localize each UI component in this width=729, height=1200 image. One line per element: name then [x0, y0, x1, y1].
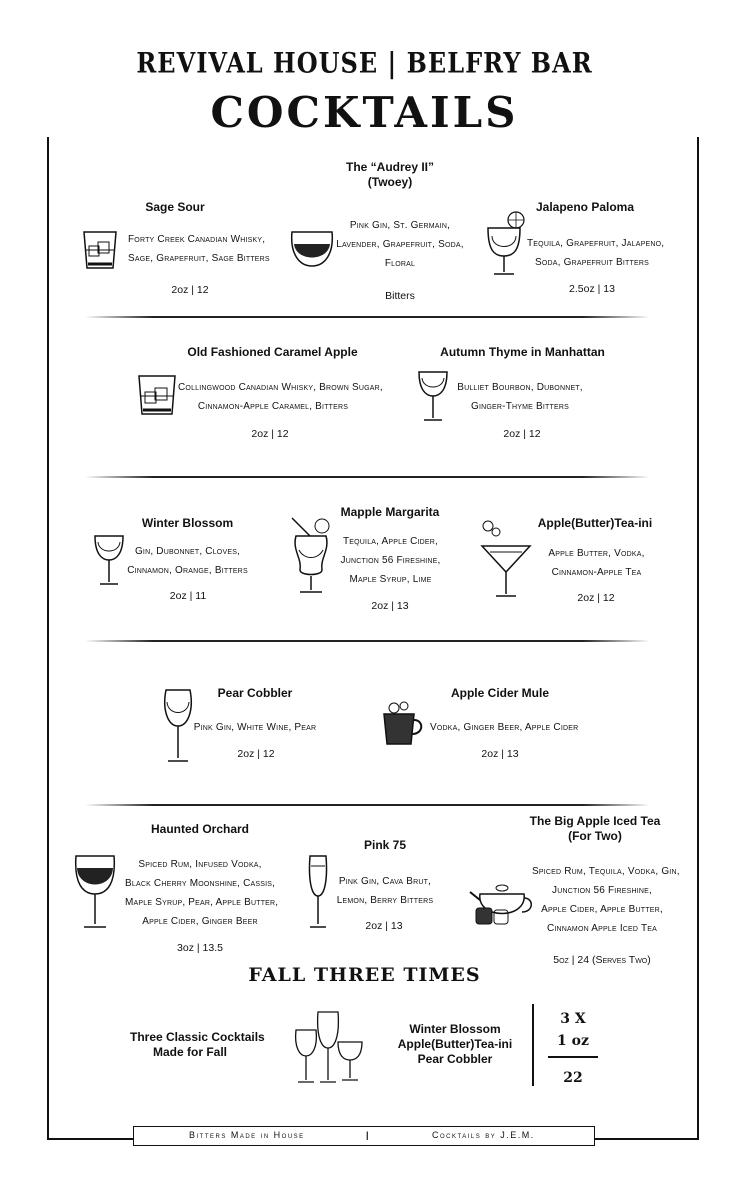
footer-bar — [133, 1126, 595, 1146]
section-divider — [85, 804, 650, 806]
cocktail-price: 3oz | 13.5 — [177, 942, 223, 954]
cocktail-name: Winter Blossom — [141, 516, 234, 530]
footer-right: Cocktails by J.E.M. — [432, 1130, 535, 1140]
wine-glass-icon — [72, 852, 118, 932]
cocktail-price: 2oz | 11 — [169, 590, 207, 602]
cocktail-name: Pear Cobbler — [217, 686, 293, 700]
cocktail-ingredients: Pink Gin, Cava Brut, Lemon, Berry Bitters — [336, 876, 434, 906]
coupe-glass-icon — [416, 366, 450, 424]
cocktail-name: Haunted Orchard — [150, 822, 249, 836]
martini-glass-icon — [478, 516, 534, 602]
three-glasses-icon — [292, 1008, 364, 1088]
fall-items: Winter Blossom Apple(Butter)Tea-ini Pear Cobbler — [397, 1022, 513, 1066]
cocktail-price: 2.5oz | 13 — [569, 283, 615, 295]
cocktail-name: Sage Sour — [145, 200, 205, 214]
cocktail-price: 2oz | 12 — [237, 748, 275, 760]
cocktail-price: 2oz | 12 — [251, 428, 289, 440]
cocktail-ingredients: Apple Butter, Vodka, Cinnamon-Apple Tea — [548, 548, 645, 578]
cocktail-ingredients: Tequila, Grapefruit, Jalapeno, Soda, Grapefruit Bitters — [527, 238, 665, 268]
cocktail-name: Pink 75 — [363, 838, 407, 852]
fall-description: Three Classic Cocktails Made for Fall — [130, 1030, 265, 1059]
cocktail-name: Apple Cider Mule — [450, 686, 549, 700]
cocktail-name: Mapple Margarita — [340, 505, 440, 519]
section-divider — [85, 640, 650, 642]
cocktail-price: 2oz | 12 — [503, 428, 541, 440]
fall-price: 22 — [563, 1070, 583, 1086]
cocktail-ingredients: Pink Gin, White Wine, Pear — [193, 722, 317, 733]
cocktail-price: 2oz | 12 — [577, 592, 615, 604]
footer-left: Bitters Made in House — [189, 1130, 305, 1140]
cocktail-name: Old Fashioned Caramel Apple — [187, 345, 358, 359]
stemless-glass-icon — [288, 226, 336, 270]
fall-price-rule — [548, 1056, 598, 1058]
cocktail-name: Apple(Butter)Tea-ini — [537, 516, 653, 530]
copper-mug-icon — [378, 700, 428, 750]
section-divider — [85, 476, 650, 478]
rocks-glass-icon — [80, 228, 120, 272]
cocktail-ingredients: Vodka, Ginger Beer, Apple Cider — [430, 722, 579, 733]
cocktail-price: 2oz | 13 — [371, 600, 409, 612]
cocktail-ingredients: Bulliet Bourbon, Dubonnet, Ginger-Thyme Bitters — [457, 382, 583, 412]
cocktail-ingredients: Collingwood Canadian Whisky, Brown Sugar, Cinnamon-Apple Caramel, Bitters — [178, 382, 383, 412]
cocktail-name: The “Audrey II” (Twoey) — [345, 160, 434, 189]
cocktail-name: Jalapeno Paloma — [535, 200, 635, 214]
cocktail-ingredients: Spiced Rum, Infused Vodka, Black Cherry Moonshine, Cassis, Maple Syrup, Pear, Apple Butter, Apple Cider, Ginger Beer — [125, 859, 279, 927]
fall-section-title: FALL THREE TIMES — [248, 964, 481, 986]
cocktail-ingredients: Tequila, Apple Cider, Junction 56 Fireshine, Maple Syrup, Lime — [340, 536, 441, 585]
cocktail-name: The Big Apple Iced Tea (For Two) — [529, 814, 661, 843]
cocktail-name: Autumn Thyme in Manhattan — [440, 345, 605, 359]
footer-separator: | — [366, 1130, 371, 1140]
menu-title-text: COCKTAILS — [203, 88, 527, 137]
cocktail-ingredients: Forty Creek Canadian Whisky, Sage, Grapefruit, Sage Bitters — [128, 234, 270, 264]
garnished-glass-icon — [484, 210, 528, 278]
cocktail-price: 2oz | 13 — [365, 920, 403, 932]
cocktail-ingredients: Gin, Dubonnet, Cloves, Cinnamon, Orange, Bitters — [127, 546, 248, 576]
coupe-glass-icon — [92, 530, 126, 588]
venue-name: REVIVAL HOUSE | BELFRY BAR — [136, 45, 593, 80]
rocks-glass-icon — [135, 372, 179, 418]
cocktail-price: 2oz | 12 — [171, 284, 209, 296]
cocktail-price: 5oz | 24 (Serves Two) — [553, 954, 651, 966]
flute-glass-icon — [304, 852, 332, 932]
cocktail-ingredients: Pink Gin, St. Germain, Lavender, Grapefruit, Soda, Floral — [336, 220, 464, 269]
cocktail-extra: Bitters — [385, 290, 415, 302]
cocktail-price: 2oz | 13 — [481, 748, 519, 760]
menu-title — [0, 88, 729, 137]
fall-size: 3 X 1 oz — [557, 1011, 589, 1049]
teapot-icon — [466, 880, 538, 928]
cocktail-ingredients: Spiced Rum, Tequila, Vodka, Gin, Junction 56 Fireshine, Apple Cider, Apple Butter, Cinnamon Apple Iced Tea — [532, 866, 680, 934]
section-divider — [85, 316, 650, 318]
fall-divider — [532, 1004, 534, 1086]
